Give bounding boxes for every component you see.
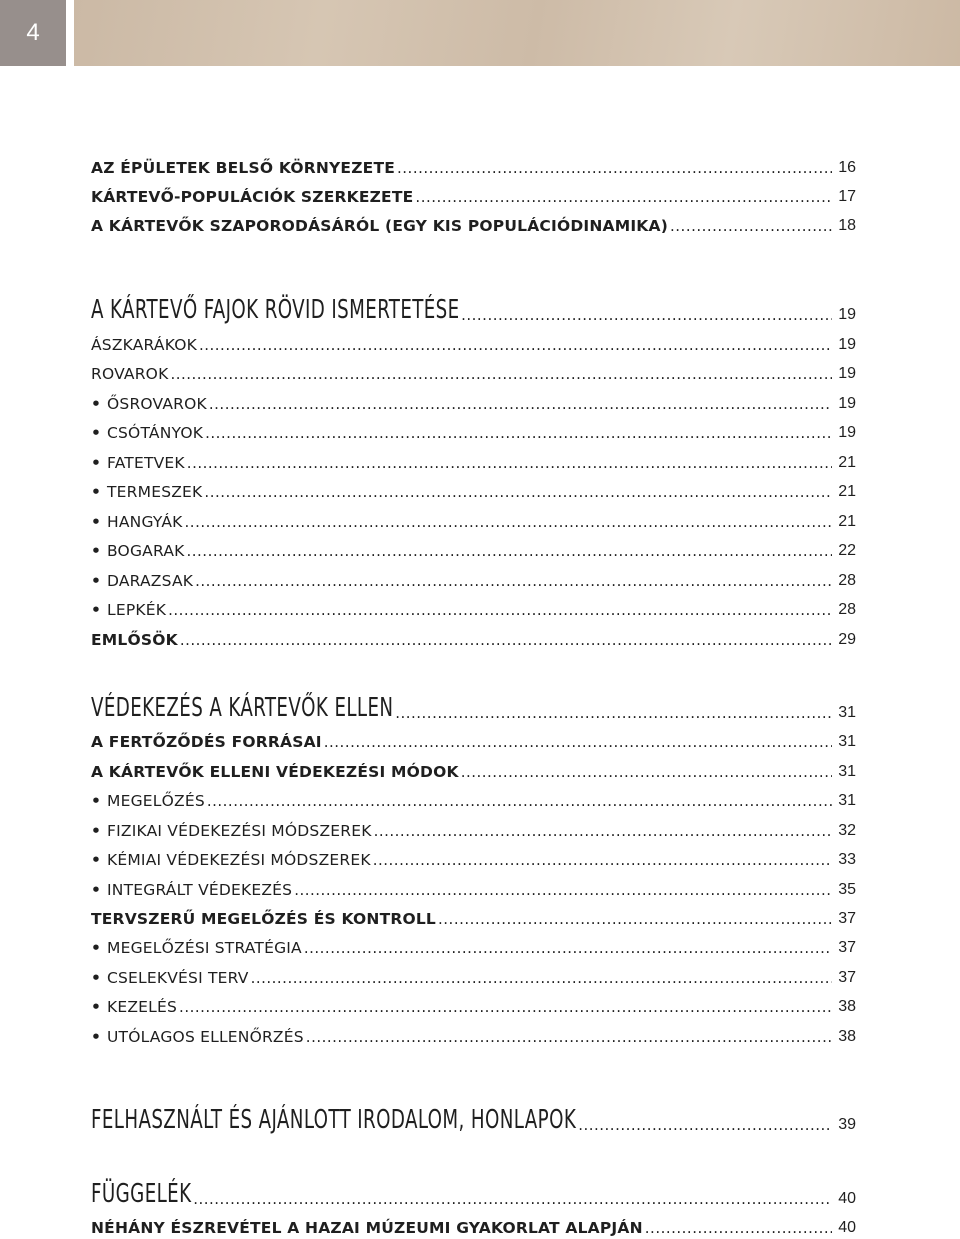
- toc-entry[interactable]: [91, 327, 856, 355]
- toc-entry-label: FELHASZNÁLT ÉS AJÁNLOTT IRODALOM, HONLAPOK: [91, 1105, 577, 1135]
- toc-entry[interactable]: [91, 1210, 856, 1238]
- toc-page-number: 39: [838, 1116, 856, 1133]
- toc-dot-leader: [180, 630, 832, 650]
- toc-dot-leader: [209, 394, 832, 414]
- toc-dot-leader: [294, 880, 832, 900]
- toc-entry[interactable]: [91, 179, 856, 207]
- toc-dot-leader: [461, 762, 832, 782]
- toc-entry[interactable]: [91, 872, 856, 900]
- toc-page-number: 31: [838, 792, 856, 809]
- toc-entry-label: NÉHÁNY ÉSZREVÉTEL A HAZAI MÚZEUMI GYAKORLAT ALAPJÁN: [91, 1219, 643, 1237]
- toc-entry[interactable]: [91, 1019, 856, 1047]
- toc-dot-leader: [204, 482, 832, 502]
- toc-entry[interactable]: [91, 930, 856, 958]
- toc-entry[interactable]: [91, 813, 856, 841]
- toc-dot-leader: [187, 453, 832, 473]
- toc-section-heading[interactable]: [91, 1099, 856, 1135]
- toc-entry[interactable]: [91, 724, 856, 752]
- toc-page-number: 17: [838, 188, 856, 205]
- toc-entry[interactable]: [91, 504, 856, 532]
- toc-page-number: 22: [838, 542, 856, 559]
- toc-entry-label: • TERMESZEK: [91, 482, 202, 502]
- toc-entry-label: A FERTŐZŐDÉS FORRÁSAI: [91, 733, 322, 751]
- toc-entry[interactable]: [91, 150, 856, 178]
- toc-section-heading[interactable]: [91, 1173, 856, 1209]
- toc-page-number: 19: [838, 424, 856, 441]
- toc-entry-label: • UTÓLAGOS ELLENŐRZÉS: [91, 1027, 304, 1047]
- toc-entry[interactable]: [91, 989, 856, 1017]
- toc-entry-label: • BOGARAK: [91, 541, 185, 561]
- toc-entry-label: • FIZIKAI VÉDEKEZÉSI MÓDSZEREK: [91, 821, 372, 841]
- toc-dot-leader: [207, 791, 832, 811]
- toc-entry[interactable]: [91, 386, 856, 414]
- toc-dot-leader: [397, 158, 832, 178]
- toc-dot-leader: [170, 364, 832, 384]
- toc-dot-leader: [168, 600, 832, 620]
- toc-dot-leader: [461, 305, 832, 325]
- toc-entry-label: TERVSZERŰ MEGELŐZÉS ÉS KONTROLL: [91, 910, 437, 928]
- toc-dot-leader: [645, 1218, 832, 1238]
- toc-page-number: 19: [838, 365, 856, 382]
- toc-entry[interactable]: [91, 474, 856, 502]
- toc-page-number: 19: [838, 306, 856, 323]
- toc-dot-leader: [185, 512, 832, 532]
- toc-dot-leader: [251, 968, 832, 988]
- toc-entry-label: ROVAROK: [91, 365, 169, 383]
- toc-entry-label: A KÁRTEVŐK ELLENI VÉDEKEZÉSI MÓDOK: [91, 763, 459, 781]
- toc-entry-label: • LEPKÉK: [91, 600, 166, 620]
- toc-entry-label: • KEZELÉS: [91, 997, 177, 1017]
- toc-entry-label: • FATETVEK: [91, 453, 185, 473]
- toc-dot-leader: [373, 850, 832, 870]
- toc-page-number: 38: [838, 998, 856, 1015]
- toc-entry[interactable]: [91, 356, 856, 384]
- toc-page-number: 19: [838, 336, 856, 353]
- toc-page-number: 18: [838, 217, 856, 234]
- toc-page-number: 21: [838, 513, 856, 530]
- toc-dot-leader: [415, 187, 832, 207]
- toc-entry-label: A KÁRTEVŐK SZAPORODÁSÁRÓL (EGY KIS POPULÁCIÓDINAMIKA): [91, 217, 669, 235]
- toc-dot-leader: [374, 821, 832, 841]
- toc-entry-label: KÁRTEVŐ-POPULÁCIÓK SZERKEZETE: [91, 188, 414, 206]
- toc-entry[interactable]: [91, 563, 856, 591]
- toc-entry[interactable]: [91, 901, 856, 929]
- toc-page-number: 40: [838, 1190, 856, 1207]
- toc-dot-leader: [195, 571, 832, 591]
- toc-page-number: 37: [838, 969, 856, 986]
- toc-page-number: 31: [838, 704, 856, 721]
- toc-entry[interactable]: [91, 208, 856, 236]
- toc-dot-leader: [324, 732, 832, 752]
- toc-entry[interactable]: [91, 533, 856, 561]
- toc-entry-label: • CSÓTÁNYOK: [91, 423, 203, 443]
- toc-dot-leader: [306, 1027, 832, 1047]
- toc-entry-label: A KÁRTEVŐ FAJOK RÖVID ISMERTETÉSE: [91, 295, 460, 325]
- toc-entry-label: • KÉMIAI VÉDEKEZÉSI MÓDSZEREK: [91, 850, 371, 870]
- page-number: 4: [0, 0, 66, 66]
- toc-dot-leader: [199, 335, 832, 355]
- toc-page-number: 28: [838, 601, 856, 618]
- header-band: [74, 0, 960, 66]
- toc-entry-label: • DARAZSAK: [91, 571, 193, 591]
- toc-entry-label: FÜGGELÉK: [91, 1179, 192, 1209]
- toc-page-number: 31: [838, 763, 856, 780]
- toc-entry[interactable]: [91, 622, 856, 650]
- toc-entry[interactable]: [91, 415, 856, 443]
- toc-entry-label: • ŐSROVAROK: [91, 394, 207, 414]
- toc-dot-leader: [395, 703, 832, 723]
- toc-dot-leader: [187, 541, 833, 561]
- toc-dot-leader: [205, 423, 832, 443]
- toc-entry-label: • MEGELŐZÉS: [91, 791, 205, 811]
- toc-entry[interactable]: [91, 960, 856, 988]
- toc-page-number: 16: [838, 159, 856, 176]
- toc-page-number: 21: [838, 454, 856, 471]
- toc-page-number: 40: [838, 1219, 856, 1236]
- toc-page-number: 28: [838, 572, 856, 589]
- toc-entry[interactable]: [91, 754, 856, 782]
- toc-entry-label: • MEGELŐZÉSI STRATÉGIA: [91, 938, 302, 958]
- toc-section-heading[interactable]: [91, 687, 856, 723]
- toc-page-number: 29: [838, 631, 856, 648]
- toc-section-heading[interactable]: [91, 289, 856, 325]
- toc-dot-leader: [578, 1115, 832, 1135]
- toc-page-number: 33: [838, 851, 856, 868]
- toc-dot-leader: [179, 997, 832, 1017]
- toc-page-number: 35: [838, 881, 856, 898]
- toc-entry-label: VÉDEKEZÉS A KÁRTEVŐK ELLEN: [91, 693, 394, 723]
- toc-dot-leader: [193, 1189, 832, 1209]
- toc-dot-leader: [304, 938, 832, 958]
- toc-dot-leader: [670, 216, 832, 236]
- toc-entry-label: • CSELEKVÉSI TERV: [91, 968, 249, 988]
- toc-entry-label: AZ ÉPÜLETEK BELSŐ KÖRNYEZETE: [91, 159, 396, 177]
- toc-page-number: 37: [838, 910, 856, 927]
- toc-page-number: 19: [838, 395, 856, 412]
- toc-entry[interactable]: [91, 592, 856, 620]
- toc-entry[interactable]: [91, 445, 856, 473]
- toc-entry[interactable]: [91, 842, 856, 870]
- toc-page-number: 32: [838, 822, 856, 839]
- toc-entry-label: EMLŐSÖK: [91, 631, 178, 649]
- toc-page-number: 37: [838, 939, 856, 956]
- toc-page-number: 38: [838, 1028, 856, 1045]
- toc-dot-leader: [438, 909, 832, 929]
- toc-entry-label: • HANGYÁK: [91, 512, 183, 532]
- toc-page-number: 31: [838, 733, 856, 750]
- toc-entry-label: • INTEGRÁLT VÉDEKEZÉS: [91, 880, 292, 900]
- toc-entry-label: ÁSZKARÁKOK: [91, 336, 197, 354]
- toc-entry[interactable]: [91, 783, 856, 811]
- toc-page-number: 21: [838, 483, 856, 500]
